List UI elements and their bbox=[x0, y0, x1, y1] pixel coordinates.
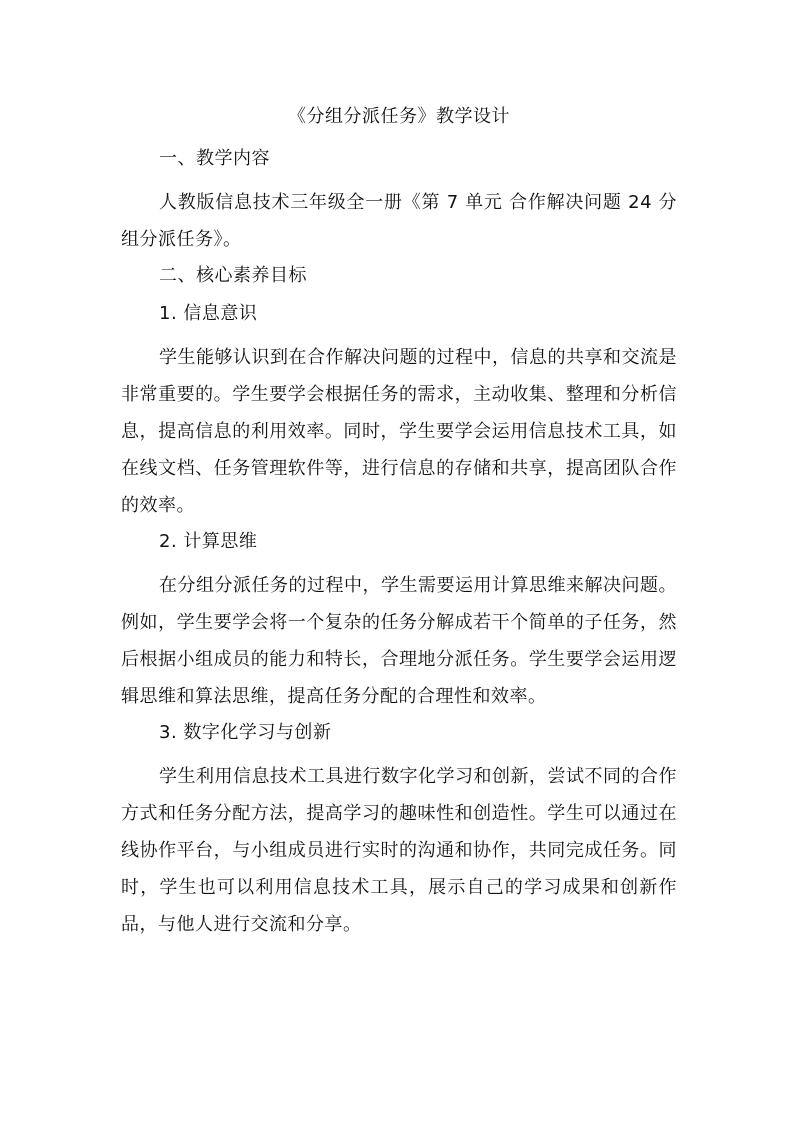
goal3-text: 学生利用信息技术工具进行数字化学习和创新，尝试不同的合作方式和任务分配方法，提高学习的趣味性和创造性。学生可以通过在线协作平台，与小组成员进行实时的沟通和协作，共同完成任务。同时，学生也可以利用信息技术工具，展示自己的学习成果和创新作品，与他人进行交流和分享。 bbox=[121, 766, 677, 935]
section-heading-goals: 二、核心素养目标 bbox=[159, 265, 307, 286]
goal3-heading: 3. 数字化学习与创新 bbox=[159, 722, 332, 743]
goal2-text: 在分组分派任务的过程中，学生需要运用计算思维来解决问题。例如，学生要学会将一个复杂的任务分解成若干个简单的子任务，然后根据小组成员的能力和特长，合理地分派任务。学生要学会运用逻辑思维和算法思维，提高任务分配的合理性和效率。 bbox=[121, 575, 677, 707]
goal2-heading: 2. 计算思维 bbox=[159, 531, 258, 552]
goal1-heading: 1. 信息意识 bbox=[159, 303, 258, 324]
goal1-text: 学生能够认识到在合作解决问题的过程中，信息的共享和交流是非常重要的。学生要学会根据任务的需求，主动收集、整理和分析信息，提高信息的利用效率。同时，学生要学会运用信息技术工具，如在线文档、任务管理软件等，进行信息的存储和共享，提高团队合作的效率。 bbox=[121, 347, 677, 516]
document-title: 《分组分派任务》教学设计 bbox=[288, 106, 510, 127]
document-body bbox=[121, 104, 677, 948]
section-text-content: 人教版信息技术三年级全一册《第 7 单元 合作解决问题 24 分组分派任务》。 bbox=[121, 192, 677, 250]
section-heading-content: 一、教学内容 bbox=[159, 148, 270, 169]
